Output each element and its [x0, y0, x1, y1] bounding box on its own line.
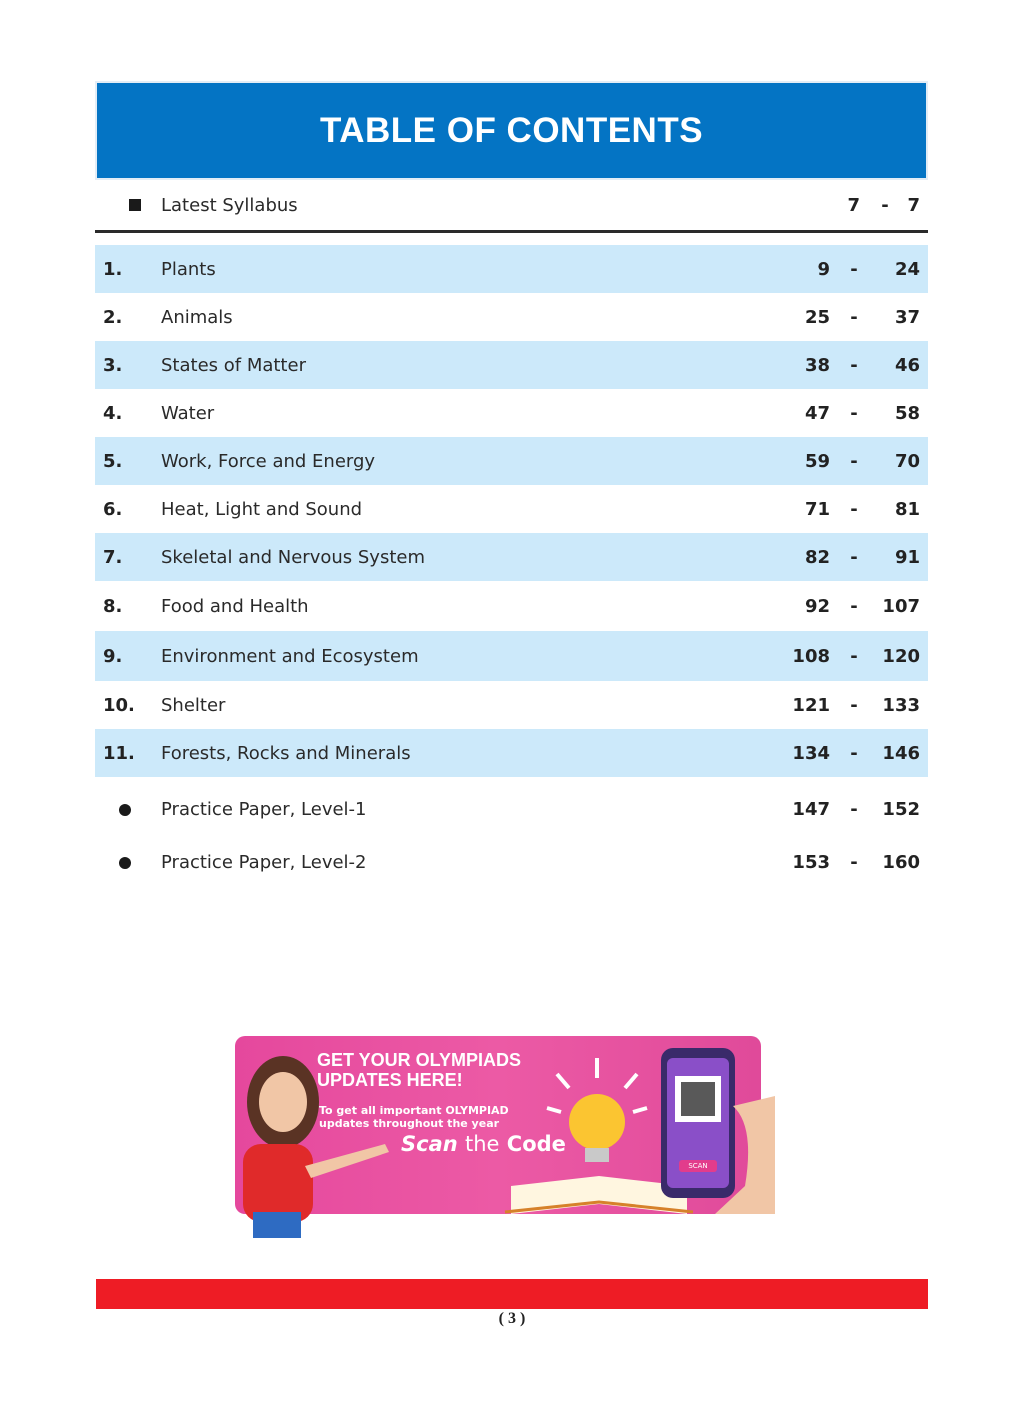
- page-dash: -: [881, 194, 889, 216]
- page-from: 9: [817, 258, 830, 280]
- chapter-number: 6.: [103, 498, 123, 520]
- page-dash: -: [850, 258, 858, 280]
- page-from: 92: [804, 595, 830, 617]
- page-dash: -: [850, 852, 858, 873]
- banner-subtext: [319, 1104, 509, 1130]
- the-word: the: [465, 1132, 500, 1156]
- olympiad-updates-banner[interactable]: [235, 1036, 761, 1214]
- toc-row-chapter[interactable]: [95, 245, 928, 293]
- chapter-number: 9.: [103, 645, 123, 667]
- page-to: 46: [894, 354, 920, 376]
- page-dash: -: [850, 645, 858, 667]
- toc-label: States of Matter: [161, 354, 306, 376]
- toc-row-practice-paper[interactable]: [95, 783, 928, 836]
- toc-label: Practice Paper, Level-2: [161, 852, 367, 873]
- page-dash: -: [850, 742, 858, 764]
- page-from: 25: [804, 306, 830, 328]
- page-title: TABLE OF CONTENTS: [319, 110, 704, 150]
- page-dash: -: [850, 498, 858, 520]
- page-from: 38: [804, 354, 830, 376]
- toc-row-chapter[interactable]: [95, 729, 928, 777]
- toc-label: Shelter: [161, 694, 226, 716]
- toc-label: Practice Paper, Level-1: [161, 799, 367, 820]
- page-to: 24: [894, 258, 920, 280]
- page-to: 152: [882, 799, 920, 820]
- page-dash: -: [850, 306, 858, 328]
- toc-row-chapter[interactable]: [95, 631, 928, 681]
- toc-row-chapter[interactable]: [95, 389, 928, 437]
- toc-row-chapter[interactable]: [95, 533, 928, 581]
- toc-row-practice-paper[interactable]: [95, 836, 928, 889]
- toc-label: Food and Health: [161, 595, 309, 617]
- page-dash: -: [850, 595, 858, 617]
- chapter-number: 5.: [103, 450, 123, 472]
- page-dash: -: [850, 799, 858, 820]
- page-to: 37: [894, 306, 920, 328]
- phone-qr-icon: [661, 1048, 775, 1214]
- page-to: 120: [882, 645, 920, 667]
- page-dash: -: [850, 354, 858, 376]
- toc-row-chapter[interactable]: [95, 681, 928, 729]
- page-dash: -: [850, 694, 858, 716]
- banner-headline-line-2: UPDATES HERE!: [317, 1070, 463, 1090]
- toc-label: Heat, Light and Sound: [161, 498, 363, 520]
- toc-row-chapter[interactable]: [95, 341, 928, 389]
- round-bullet-icon: [119, 804, 131, 816]
- toc-label: Latest Syllabus: [161, 194, 298, 216]
- page-from: 82: [804, 546, 830, 568]
- page-to: 160: [882, 852, 920, 873]
- toc-label: Animals: [161, 306, 233, 328]
- chapter-number: 2.: [103, 306, 123, 328]
- round-bullet-icon: [119, 857, 131, 869]
- toc-label: Plants: [161, 258, 216, 280]
- footer-bar: [96, 1279, 928, 1309]
- toc-row-chapter[interactable]: [95, 293, 928, 341]
- chapter-number: 4.: [103, 402, 123, 424]
- toc-row-chapter[interactable]: [95, 437, 928, 485]
- toc-label: Water: [161, 402, 215, 424]
- page-number: ( 3 ): [498, 1310, 526, 1327]
- banner-headline: [317, 1050, 521, 1090]
- toc-row-syllabus[interactable]: [95, 180, 928, 230]
- toc-title-bar: [95, 81, 928, 180]
- page-from: 47: [804, 402, 830, 424]
- toc-label: Work, Force and Energy: [161, 450, 376, 472]
- page-to: 70: [894, 450, 920, 472]
- toc-row-chapter[interactable]: [95, 485, 928, 533]
- toc-label: Environment and Ecosystem: [161, 645, 419, 667]
- page-to: 91: [894, 546, 920, 568]
- scan-button[interactable]: SCAN: [688, 1162, 708, 1170]
- square-bullet-icon: [129, 199, 141, 211]
- page-to: 133: [882, 694, 920, 716]
- page-to: 146: [882, 742, 920, 764]
- page-from: 147: [792, 799, 830, 820]
- page-from: 153: [792, 852, 830, 873]
- page-from: 134: [792, 742, 830, 764]
- chapter-number: 3.: [103, 354, 123, 376]
- page-from: 121: [792, 694, 830, 716]
- table-of-contents: [95, 81, 928, 889]
- toc-label: Skeletal and Nervous System: [161, 546, 425, 568]
- scan-the-code-text: [401, 1132, 566, 1156]
- banner-subtext-line-1: To get all important OLYMPIAD: [319, 1104, 509, 1117]
- page-to: 107: [882, 595, 920, 617]
- page-dash: -: [850, 402, 858, 424]
- chapter-number: 7.: [103, 546, 123, 568]
- chapter-number: 1.: [103, 258, 123, 280]
- page-to: 58: [894, 402, 920, 424]
- chapter-number: 11.: [103, 742, 135, 764]
- chapter-number: 10.: [103, 694, 135, 716]
- page-dash: -: [850, 546, 858, 568]
- banner-headline-line-1: GET YOUR OLYMPIADS: [317, 1050, 522, 1070]
- page-from: 71: [804, 498, 830, 520]
- scan-word: Scan: [401, 1132, 458, 1156]
- page-to: 81: [894, 498, 920, 520]
- page-from: 7: [847, 194, 860, 216]
- page-from: 59: [804, 450, 830, 472]
- page-from: 108: [792, 645, 830, 667]
- page-to: 7: [907, 194, 920, 216]
- banner-subtext-line-2: updates throughout the year: [319, 1117, 500, 1130]
- toc-row-chapter[interactable]: [95, 581, 928, 631]
- page-dash: -: [850, 450, 858, 472]
- toc-label: Forests, Rocks and Minerals: [161, 742, 411, 764]
- chapter-number: 8.: [103, 595, 123, 617]
- code-word: Code: [506, 1132, 566, 1156]
